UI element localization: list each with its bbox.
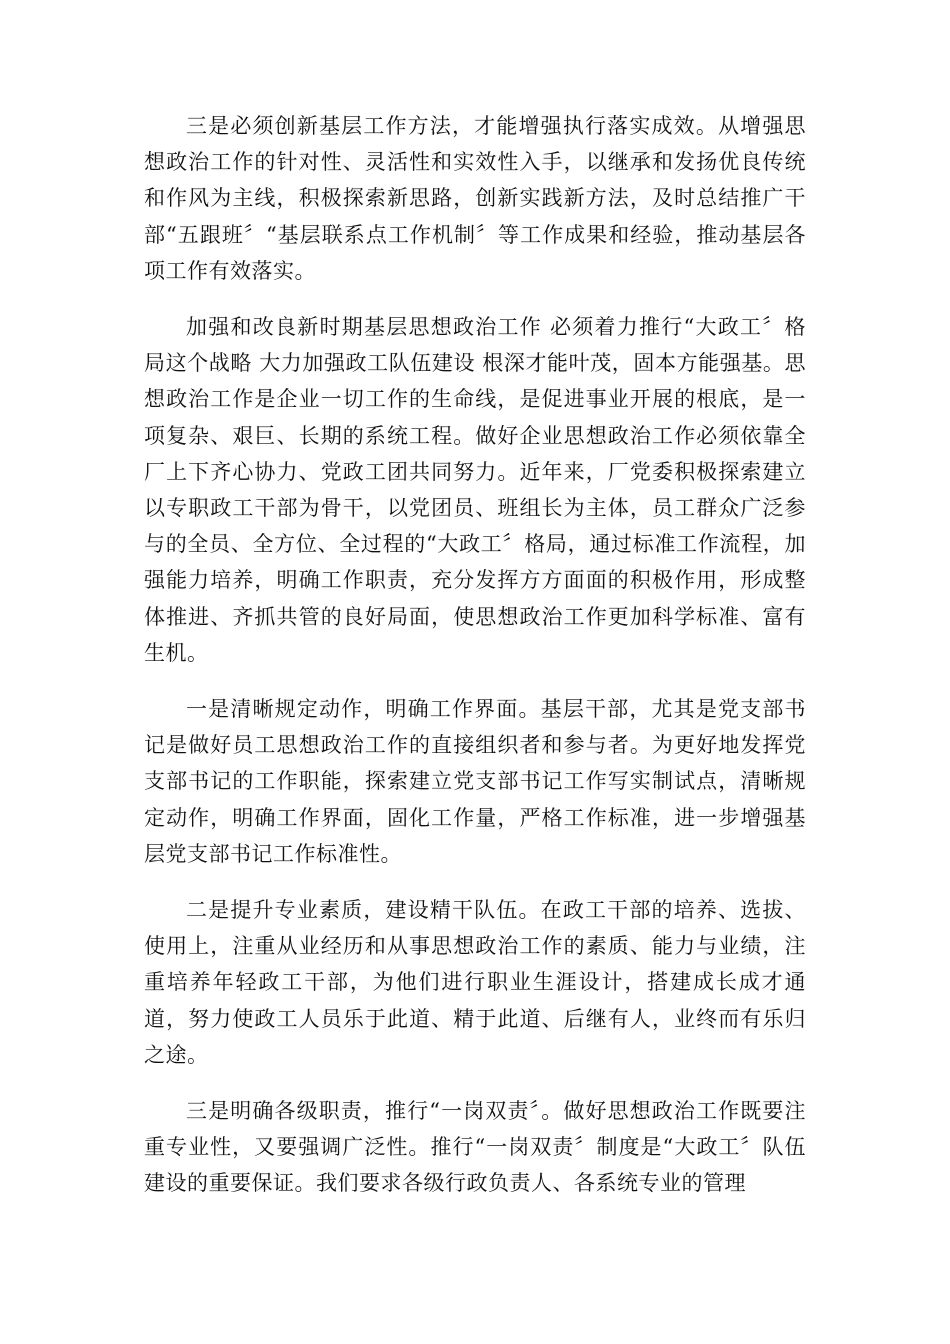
paragraph-1: 三是必须创新基层工作方法，才能增强执行落实成效。从增强思想政治工作的针对性、灵活性和实效性入手，以继承和发扬优良传统和作风为主线，积极探索新思路，创新实践新方法，及时总结推广干部“五跟班〞“基层联系点工作机制〞等工作成果和经验，推动基层各项工作有效落实。 [144,114,806,283]
paragraph-2: 加强和改良新时期基层思想政治工作 必须着力推行“大政工〞格局这个战略 大力加强政工队伍建设 根深才能叶茂，固本方能强基。思想政治工作是企业一切工作的生命线，是促进事业开展的根底，是一项复杂、艰巨、长期的系统工程。做好企业思想政治工作必须依靠全厂上下齐心协力、党政工团共同努力。近年来，厂党委积极探索建立以专职政工干部为骨干，以党团员、班组长为主体，员工群众广泛参与的全员、全方位、全过程的“大政工〞格局，通过标准工作流程，加强能力培养，明确工作职责，充分发挥方方面面的积极作用，形成整体推进、齐抓共管的良好局面，使思想政治工作更加科学标准、富有生机。 [144,315,806,665]
paragraph-3: 一是清晰规定动作，明确工作界面。基层干部，尤其是党支部书记是做好员工思想政治工作的直接组织者和参与者。为更好地发挥党支部书记的工作职能，探索建立党支部书记工作写实制试点，清晰规定动作，明确工作界面，固化工作量，严格工作标准，进一步增强基层党支部书记工作标准性。 [144,697,806,866]
document-body [144,108,806,1222]
paragraph-5: 三是明确各级职责，推行“一岗双责〞。做好思想政治工作既要注重专业性，又要强调广泛性。推行“一岗双责〞制度是“大政工〞队伍建设的重要保证。我们要求各级行政负责人、各系统专业的管理 [144,1099,806,1196]
paragraph-4: 二是提升专业素质，建设精干队伍。在政工干部的培养、选拔、使用上，注重从业经历和从事思想政治工作的素质、能力与业绩，注重培养年轻政工干部，为他们进行职业生涯设计，搭建成长成才通道，努力使政工人员乐于此道、精于此道、后继有人，业终而有乐归之途。 [144,898,806,1067]
